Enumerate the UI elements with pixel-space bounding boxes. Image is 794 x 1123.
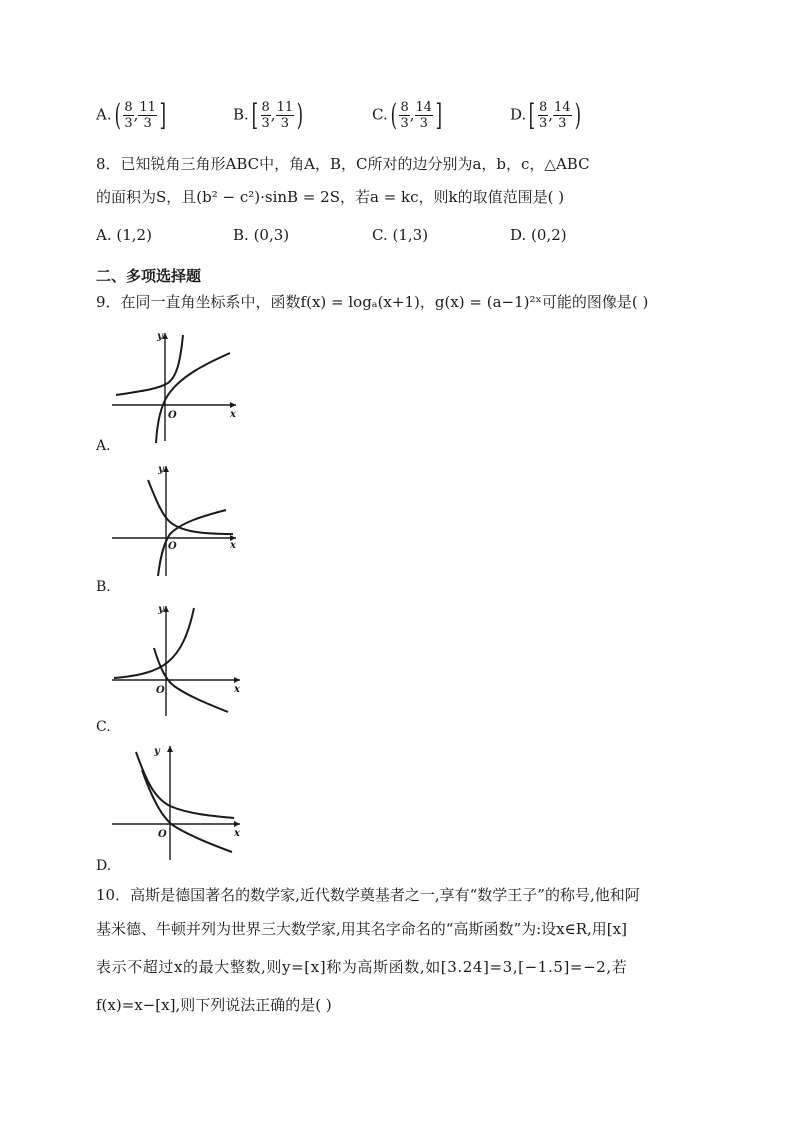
q7-option-c: C.( $\frac{8}{3}$ , $\frac{14}{3}$ ]: [372, 98, 443, 133]
x-axis-label: x: [234, 828, 240, 839]
y-axis-label: y: [157, 331, 163, 342]
graph-b-label: B.: [96, 579, 111, 595]
q10-line3: 表示不超过x的最大整数,则y=[x]称为高斯函数,如[3.24]=3,[−1.5]=−2,若: [96, 958, 628, 976]
graph-a-curve-exp: [116, 335, 183, 395]
x-axis-label: x: [230, 540, 236, 551]
x-axis-arrow: [234, 677, 240, 683]
q9-stem: 9．在同一直角坐标系中，函数f(x) = logₐ(x+1)，g(x) = (a−1)²ˣ可能的图像是( ): [96, 293, 649, 311]
y-axis-label: y: [158, 604, 164, 615]
graph-d-curve-upper: [136, 752, 234, 818]
q8-option-c: C. (1,3): [372, 226, 429, 244]
x-axis-label: x: [234, 684, 240, 695]
graph-c-label: C.: [96, 719, 111, 735]
y-axis-arrow: [167, 746, 173, 752]
x-axis-label: x: [230, 409, 236, 420]
q10-line4: f(x)=x−[x],则下列说法正确的是( ): [96, 996, 332, 1014]
q8-stem-line2: 的面积为S，且(b² − c²)·sinB = 2S，若a = kc，则k的取值范围是( ): [96, 188, 565, 206]
q7-option-b: B.[ $\frac{8}{3}$ , $\frac{11}{3}$ ): [233, 98, 304, 133]
q10-line1: 10．高斯是德国著名的数学家,近代数学奠基者之一,享有“数学王子”的称号,他和阿: [96, 886, 640, 904]
graph-a-curve-log: [156, 353, 230, 443]
q10-line2: 基米德、牛顿并列为世界三大数学家,用其名字命名的“高斯函数”为:设x∈R,用[x]: [96, 920, 627, 938]
section-heading: 二、多项选择题: [96, 267, 202, 285]
graph-b: [108, 460, 248, 580]
origin-label: O: [158, 829, 167, 840]
q8-option-d: D. (0,2): [510, 226, 567, 244]
graph-c-curve-exp: [114, 608, 194, 678]
graph-c: [108, 600, 248, 720]
origin-label: O: [168, 410, 177, 421]
x-axis-arrow: [234, 821, 240, 827]
y-axis-label: y: [158, 464, 164, 475]
y-axis-label: y: [154, 746, 160, 757]
graph-b-curve-exp: [148, 480, 233, 534]
y-axis-arrow: [163, 606, 169, 612]
q8-option-a: A. (1,2): [96, 226, 152, 244]
q8-option-b: B. (0,3): [233, 226, 290, 244]
origin-label: O: [168, 541, 177, 552]
y-axis-arrow: [163, 466, 169, 472]
graph-a: [108, 325, 248, 445]
origin-label: O: [156, 685, 165, 696]
q8-stem-line1: 8．已知锐角三角形ABC中，角A，B，C所对的边分别为a，b，c，△ABC: [96, 155, 590, 173]
q7-option-a: A.( $\frac{8}{3}$ , $\frac{11}{3}$ ]: [96, 98, 167, 133]
y-axis-arrow: [162, 333, 168, 339]
graph-d-label: D.: [96, 858, 112, 874]
x-axis-arrow: [230, 402, 236, 408]
graph-a-label: A.: [96, 438, 111, 454]
q7-option-d: D.[ $\frac{8}{3}$ , $\frac{14}{3}$ ): [510, 98, 581, 133]
graph-d: [108, 740, 248, 860]
